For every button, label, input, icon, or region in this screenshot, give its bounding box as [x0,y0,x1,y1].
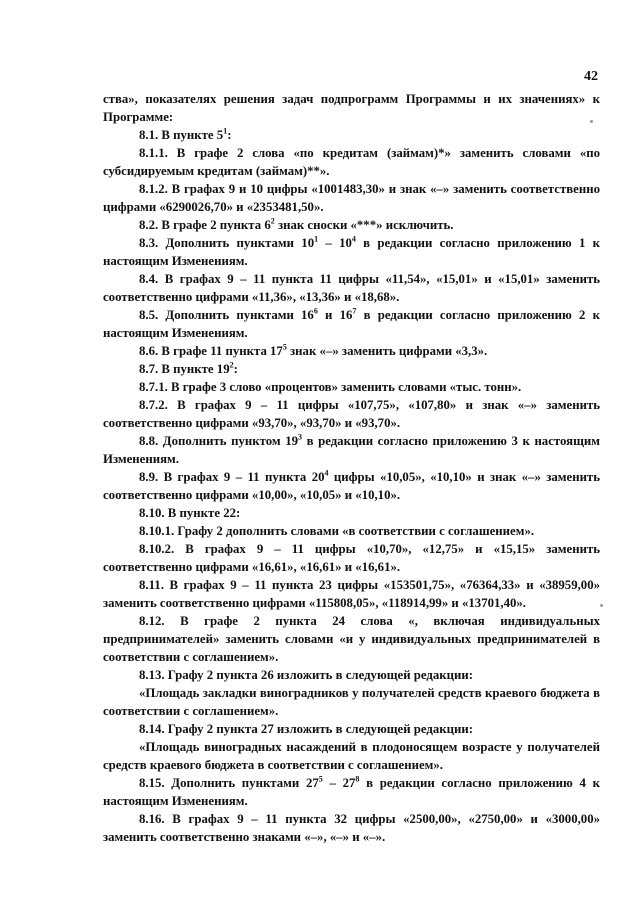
paragraph [103,360,600,378]
paragraph [103,720,600,738]
paragraph [103,90,600,126]
text-run: 8.12. В графе 2 пункта 24 слова «, включая индивидуальных предпринимателей» заменить словами «и у индивидуальных предпринимателей в соответствии с соглашением». [103,614,600,664]
text-run: 8.5. Дополнить пунктами 16 [139,308,314,322]
paragraph [103,576,600,612]
text-run: – 27 [322,776,356,790]
text-run: 8.1.2. В графах 9 и 10 цифры «1001483,30» и знак «–» заменить соответственно цифрами «6290026,70» и «2353481,50». [103,182,600,214]
text-run: – 10 [318,236,352,250]
superscript: 4 [324,468,329,478]
text-run: : [227,128,232,142]
paragraph [103,144,600,180]
text-run: 8.9. В графах 9 – 11 пункта 20 [139,470,325,484]
paragraph [103,396,600,432]
text-run: 8.8. Дополнить пунктом 19 [139,434,299,448]
paragraph [103,216,600,234]
superscript: 1 [223,126,228,136]
paragraph [103,270,600,306]
text-run: 8.6. В графе 11 пункта 17 [139,344,283,358]
text-run: 8.1.1. В графе 2 слова «по кредитам (займам)*» заменить словами «по субсидируемым кредитам (займам)**». [103,146,600,178]
text-run: «Площадь виноградных насаждений в плодоносящем возрасте у получателей средств краевого бюджета в соответствии с соглашением». [103,740,600,772]
superscript: 5 [282,342,287,352]
text-run: 8.15. Дополнить пунктами 27 [139,776,319,790]
paragraph [103,738,600,774]
paragraph [103,306,600,342]
superscript: 4 [351,234,356,244]
text-run: 8.16. В графах 9 – 11 пункта 32 цифры «2500,00», «2750,00» и «3000,00» заменить соответственно знаками «–», «–» и «–». [103,812,600,844]
text-run: 8.2. В графе 2 пункта 6 [139,218,271,232]
superscript: 2 [229,360,234,370]
paragraph [103,666,600,684]
scan-speck [600,604,603,607]
text-run: и 16 [317,308,353,322]
paragraph [103,126,600,144]
text-run: : [233,362,238,376]
text-run: цифры «10,05», «10,10» и знак «–» заменить соответственно цифрами «10,00», «10,05» и «10,10». [103,470,600,502]
text-run: знак «–» заменить цифрами «3,3». [286,344,488,358]
paragraph [103,810,600,846]
text-run: 8.7.1. В графе 3 слово «процентов» заменить словами «тыс. тонн». [139,380,522,394]
superscript: 3 [298,432,303,442]
page-number: 42 [584,69,598,84]
text-run: ства», показателях решения задач подпрограмм Программы и их значениях» к Программе: [103,92,600,124]
paragraph [103,432,600,468]
superscript: 1 [314,234,319,244]
text-run: 8.10.2. В графах 9 – 11 цифры «10,70», «12,75» и «15,15» заменить соответственно цифрами «16,61», «16,61» и «16,61». [103,542,600,574]
text-run: 8.10. В пункте 22: [139,506,241,520]
text-run: 8.7.2. В графах 9 – 11 цифры «107,75», «107,80» и знак «–» заменить соответственно цифрами «93,70», «93,70» и «93,70». [103,398,600,430]
text-run: 8.3. Дополнить пунктами 10 [139,236,315,250]
paragraph [103,522,600,540]
text-run: 8.13. Графу 2 пункта 26 изложить в следующей редакции: [139,668,474,682]
paragraph [103,180,600,216]
text-run: «Площадь закладки виноградников у получателей средств краевого бюджета в соответствии с соглашением». [103,686,600,718]
paragraph [103,684,600,720]
paragraph [103,468,600,504]
superscript: 8 [355,774,360,784]
text-run: в редакции согласно приложению 1 к настоящим Изменениям. [103,236,601,268]
text-run: 8.1. В пункте 5 [139,128,224,142]
superscript: 5 [318,774,323,784]
paragraph [103,342,600,360]
superscript: 7 [352,306,357,316]
paragraph [103,378,600,396]
scan-speck [590,120,593,123]
superscript: 6 [313,306,318,316]
paragraph [103,234,600,270]
text-run: в редакции согласно приложению 4 к настоящим Изменениям. [103,776,601,808]
text-run: 8.10.1. Графу 2 дополнить словами «в соответствии с соглашением». [139,524,535,538]
text-run: 8.14. Графу 2 пункта 27 изложить в следующей редакции: [139,722,474,736]
paragraph [103,540,600,576]
paragraph [103,774,600,810]
text-run: в редакции согласно приложению 2 к настоящим Изменениям. [103,308,600,340]
text-run: 8.11. В графах 9 – 11 пункта 23 цифры «153501,75», «76364,33» и «38959,00» заменить соответственно цифрами «115808,05», «118914,99» и «13701,40». [103,578,600,610]
text-run: 8.4. В графах 9 – 11 пункта 11 цифры «11,54», «15,01» и «15,01» заменить соответственно цифрами «11,36», «13,36» и «18,68». [103,272,600,304]
paragraph [103,612,600,666]
text-run: 8.7. В пункте 19 [139,362,230,376]
paragraph [103,504,600,522]
text-run: в редакции согласно приложению 3 к настоящим Изменениям. [103,434,600,466]
superscript: 2 [270,216,275,226]
text-run: знак сноски «***» исключить. [274,218,454,232]
document-body [103,90,600,846]
